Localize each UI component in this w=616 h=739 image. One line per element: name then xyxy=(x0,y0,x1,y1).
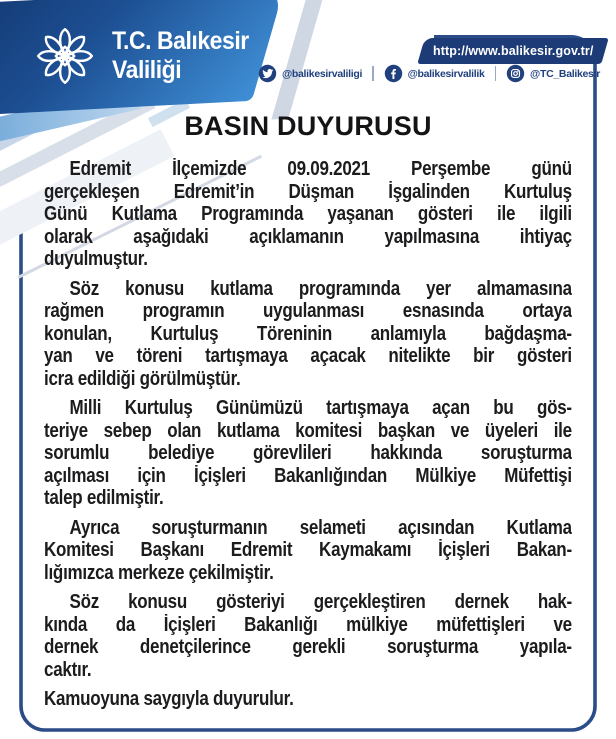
text-line: Ayrıca soruşturmanın selameti açısından Kutlama xyxy=(69,516,572,539)
org-name-line1: T.C. Balıkesir xyxy=(112,27,249,55)
social-item-facebook[interactable] xyxy=(384,64,485,83)
text-line: Günü Kutlama Programında yaşanan gösteri ile ilgili xyxy=(44,203,572,225)
text-line: Söz konusu kutlama programında yer almamasına xyxy=(69,277,572,300)
seljuk-knot-logo-icon xyxy=(28,19,102,93)
text-line: teriye sebep olan kutlama komitesi başkan ve üyeleri ile xyxy=(44,419,572,442)
social-item-twitter[interactable] xyxy=(258,64,362,83)
text-line: Milli Kurtuluş Günümüzü tartışmaya açan bu gös- xyxy=(69,397,572,419)
announcement-body xyxy=(44,158,572,718)
text-line: Edremit İlçemizde 09.09.2021 Perşembe günü xyxy=(69,158,572,180)
facebook-handle[interactable]: @balikesirvalilik xyxy=(407,67,485,80)
facebook-icon xyxy=(384,64,403,83)
paragraph-5 xyxy=(44,591,572,681)
text-line: yan ve töreni tartışmaya açacak nitelikte bir gösteri xyxy=(44,345,572,367)
text-line: Söz konusu gösteriyi gerçekleştiren dernek hak- xyxy=(69,591,572,613)
text-line: olarak aşağıdaki açıklamanın yapılmasına ihtiyaç xyxy=(44,225,572,248)
org-name xyxy=(112,27,249,85)
social-item-instagram[interactable] xyxy=(506,64,600,83)
website-ribbon[interactable] xyxy=(417,38,608,64)
text-line: açılması için İçişleri Bakanlığından Mülkiye Müfettişi xyxy=(44,464,572,487)
closing-paragraph xyxy=(44,688,572,711)
paragraph-3 xyxy=(44,397,572,510)
org-name-line2: Valiliği xyxy=(112,56,182,84)
text-line: icra edildiği görülmüştür. xyxy=(44,367,241,390)
paragraph-1 xyxy=(44,158,572,271)
text-line: lığımızca merkeze çekilmiştir. xyxy=(44,561,274,584)
announcement-title: BASIN DUYURUSU xyxy=(184,111,432,141)
header xyxy=(0,0,300,112)
text-line: konulan, Kurtuluş Töreninin anlamıyla bağdaşma- xyxy=(44,322,572,345)
text-line: caktır. xyxy=(44,658,92,681)
text-line: duyulmuştur. xyxy=(44,248,148,270)
text-line: dernek denetçilerince gerekli soruşturma yapıla- xyxy=(44,636,572,658)
website-url[interactable]: http://www.balikesir.gov.tr/ xyxy=(432,44,594,58)
twitter-icon xyxy=(258,64,277,83)
separator xyxy=(495,66,497,81)
text-line: sorumlu belediye görevlileri hakkında soruşturma xyxy=(44,442,572,464)
social-row xyxy=(258,63,600,84)
text-line: Komitesi Başkanı Edremit Kaymakamı İçişleri Bakan- xyxy=(44,539,572,561)
twitter-handle[interactable]: @balikesirvaliligi xyxy=(281,67,363,80)
closing-line: Kamuoyuna saygıyla duyurulur. xyxy=(44,688,294,710)
paragraph-4 xyxy=(44,517,572,585)
instagram-icon xyxy=(506,64,525,83)
text-line: rağmen programın uygulanması esnasında ortaya xyxy=(44,300,572,322)
instagram-handle[interactable]: @TC_Balikesir xyxy=(530,67,600,80)
separator xyxy=(372,66,374,81)
text-line: talep edilmiştir. xyxy=(44,487,164,509)
text-line: kında da İçişleri Bakanlığı mülkiye müfettişleri ve xyxy=(44,613,572,636)
paragraph-2 xyxy=(44,278,572,391)
text-line: gerçekleşen Edremit’in Düşman İşgalinden Kurtuluş xyxy=(44,180,572,203)
